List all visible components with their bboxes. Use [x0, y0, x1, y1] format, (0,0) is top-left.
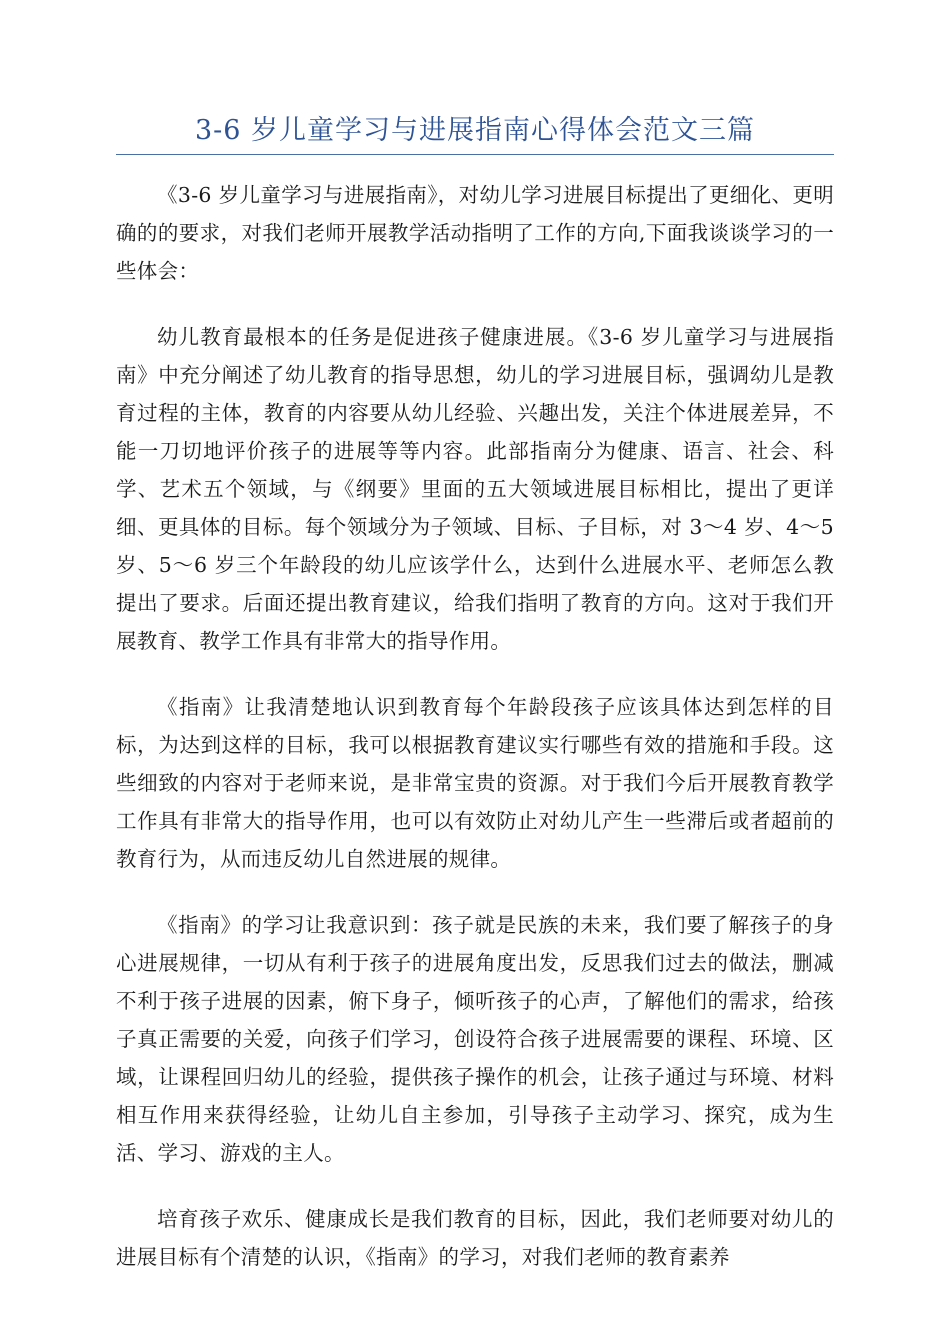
paragraph-goals: 培育孩子欢乐、健康成长是我们教育的目标，因此，我们老师要对幼儿的进展目标有个清楚的认识，《指南》的学习，对我们老师的教育素养 — [116, 1207, 834, 1269]
document-body — [116, 176, 834, 1304]
paragraph-task: 幼儿教育最根本的任务是促进孩子健康进展。《3-6 岁儿童学习与进展指南》中充分阐述了幼儿教育的指导思想，幼儿的学习进展目标，强调幼儿是教育过程的主体，教育的内容要从幼儿经验、兴趣出发，关注个体进展差异，不能一刀切地评价孩子的进展等等内容。此部指南分为健康、语言、社会、科学、艺术五个领域，与《纲要》里面的五大领域进展目标相比，提出了更详细、更具体的目标。每个领域分为子领域、目标、子目标，对 3～4 岁、4～5 岁、5～6 岁三个年龄段的幼儿应该学什么，达到什么进展水平、老师怎么教提出了要求。后面还提出教育建议，给我们指明了教育的方向。这对于我们开展教育、教学工作具有非常大的指导作用。 — [116, 325, 834, 653]
paragraph-intro: 《3-6 岁儿童学习与进展指南》，对幼儿学习进展目标提出了更细化、更明确的的要求，对我们老师开展教学活动指明了工作的方向,下面我谈谈学习的一些体会： — [116, 183, 834, 283]
paragraph-guide-awareness: 《指南》让我清楚地认识到教育每个年龄段孩子应该具体达到怎样的目标，为达到这样的目标，我可以根据教育建议实行哪些有效的措施和手段。这些细致的内容对于老师来说，是非常宝贵的资源。对于我们今后开展教育教学工作具有非常大的指导作用，也可以有效防止对幼儿产生一些滞后或者超前的教育行为，从而违反幼儿自然进展的规律。 — [116, 695, 834, 871]
paragraph-learning-reflection: 《指南》的学习让我意识到：孩子就是民族的未来，我们要了解孩子的身心进展规律，一切从有利于孩子的进展角度出发，反思我们过去的做法，删减不利于孩子进展的因素，俯下身子，倾听孩子的心声，了解他们的需求，给孩子真正需要的关爱，向孩子们学习，创设符合孩子进展需要的课程、环境、区域，让课程回归幼儿的经验，提供孩子操作的机会，让孩子通过与环境、材料相互作用来获得经验，让幼儿自主参加，引导孩子主动学习、探究，成为生活、学习、游戏的主人。 — [116, 913, 834, 1165]
document-title: 3-6 岁儿童学习与进展指南心得体会范文三篇 — [194, 115, 756, 146]
title-block — [116, 112, 834, 155]
